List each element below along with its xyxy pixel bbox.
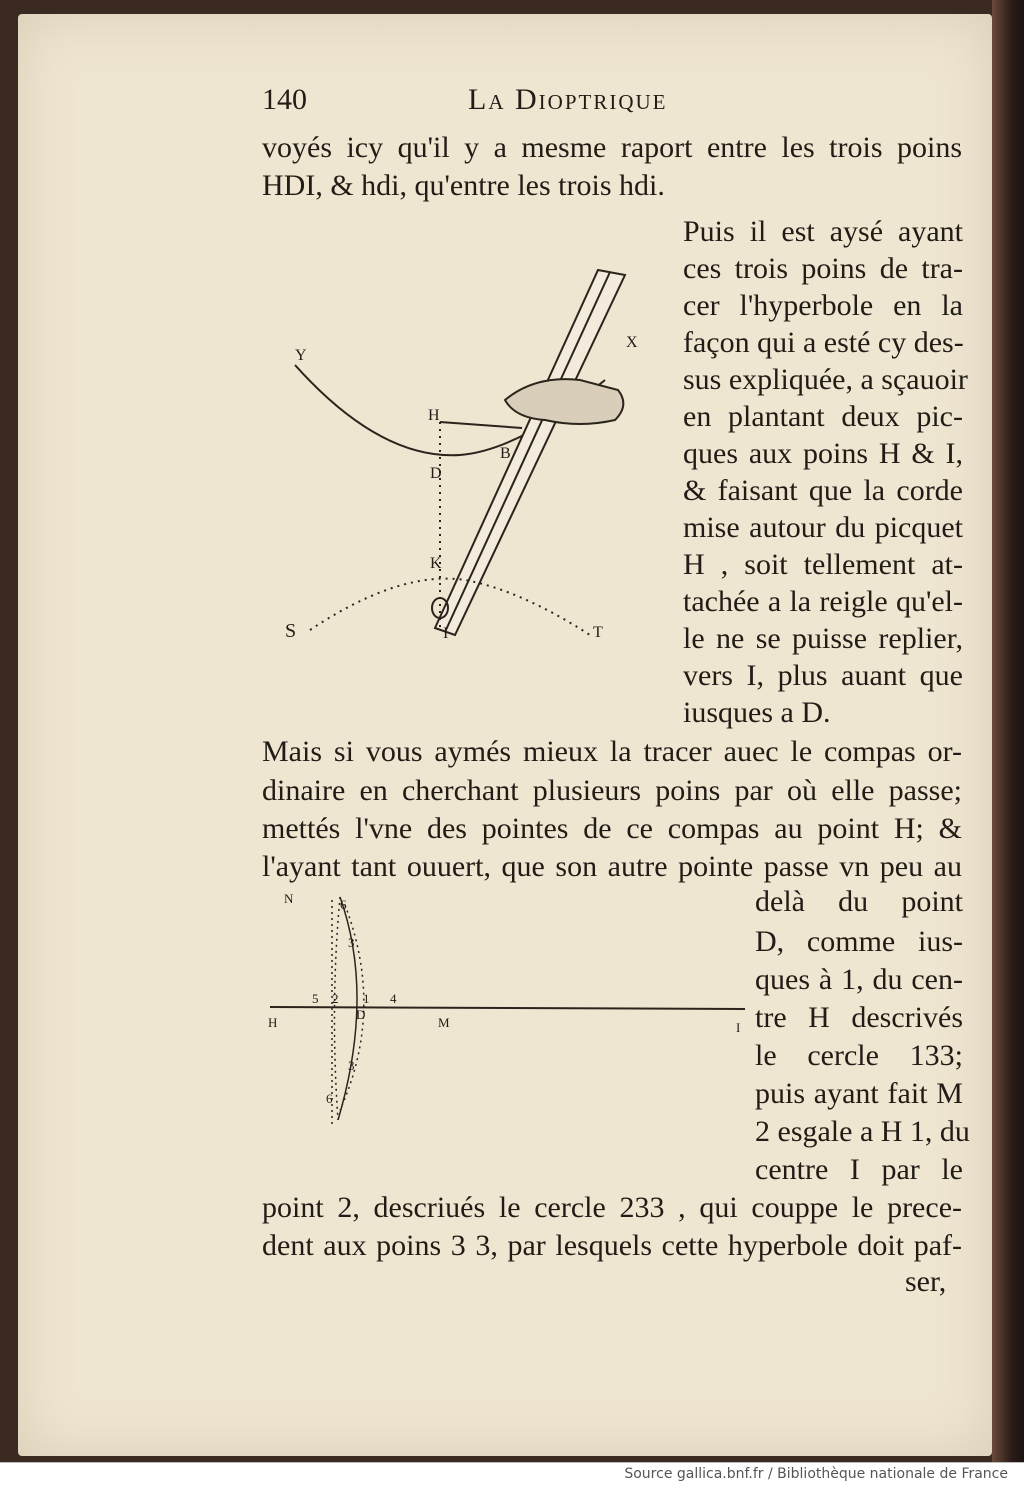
source-credit: Source gallica.bnf.fr / Bibliothèque nationale de France [624, 1466, 1008, 1482]
label-s: S [285, 620, 297, 642]
label-h: H [268, 1015, 278, 1030]
text-line: tachée a la reigle qu'el- [683, 585, 963, 618]
label-i: I [443, 625, 449, 642]
label-t: T [593, 624, 603, 641]
label-5: 5 [312, 991, 319, 1006]
text-line: cer l'hyperbole en la [683, 289, 963, 322]
label-h: H [428, 407, 440, 424]
text-line: & faisant que la corde [683, 474, 963, 507]
text-line: HDI, & hdi, qu'entre les trois hdi. [262, 169, 665, 202]
label-n: N [284, 891, 294, 906]
text-line: ces trois poins de tra- [683, 252, 963, 285]
text-line: iusques a D. [683, 696, 831, 729]
label-i: I [736, 1020, 741, 1035]
text-line: Mais si vous aymés mieux la tracer auec le compas or- [262, 735, 962, 768]
running-title: La Dioptrique [468, 83, 668, 116]
text-line: dinaire en cherchant plusieurs poins par où elle passe; [262, 774, 962, 807]
label-d: D [356, 1007, 366, 1022]
text-line: dent aux poins 3 3, par lesquels cette hyperbole doit paf- [262, 1229, 962, 1262]
text-line: ques aux poins H & I, [683, 437, 963, 470]
book-edge [992, 0, 1024, 1462]
text-line: ques à 1, du cen- [755, 963, 963, 996]
hand-drawing [505, 379, 623, 424]
text-line: point 2, descriués le cercle 233 , qui couppe le prece- [262, 1191, 962, 1224]
label-2: 2 [332, 991, 339, 1006]
label-6-top: 6 [340, 897, 347, 912]
footer-divider [0, 1462, 1024, 1463]
catchword: ser, [905, 1265, 947, 1298]
text-line: centre I par le [755, 1153, 963, 1186]
figure-hyperbola-instrument [260, 250, 660, 720]
label-m: M [438, 1015, 450, 1030]
text-line: sus expliquée, a sçauoir [683, 363, 968, 396]
figure-compass-construction [260, 885, 760, 1145]
label-4: 4 [390, 991, 397, 1006]
label-d: D [430, 465, 442, 482]
ruler [435, 270, 625, 635]
text-line: H , soit tellement at- [683, 548, 963, 581]
text-line: le cercle 133; [755, 1039, 963, 1072]
text-line: puis ayant fait M [755, 1077, 963, 1110]
label-b: B [500, 445, 511, 462]
label-k: K [430, 555, 442, 572]
text-line: mise autour du picquet [683, 511, 963, 544]
text-line: en plantant deux pic- [683, 400, 963, 433]
text-line: le ne se puisse replier, [683, 622, 963, 655]
text-line: vers I, plus auant que [683, 659, 963, 692]
text-line: Puis il est aysé ayant [683, 215, 963, 248]
text-line: voyés icy qu'il y a mesme raport entre les trois poins [262, 131, 962, 164]
text-line: mettés l'vne des pointes de ce compas au point H; & [262, 812, 962, 845]
label-x: X [626, 334, 638, 351]
text-line: façon qui a esté cy des- [683, 326, 964, 359]
page-number: 140 [262, 83, 307, 116]
axis-line [270, 1007, 745, 1009]
text-line: l'ayant tant ouuert, que son autre pointe passe vn peu au [262, 850, 962, 883]
text-line: D, comme ius- [755, 925, 963, 958]
text-line: tre H descrivés [755, 1001, 963, 1034]
label-3-bottom: 3 [348, 1058, 355, 1073]
label-y: Y [295, 347, 307, 364]
label-1: 1 [363, 991, 370, 1006]
text-line: delà du point [755, 885, 963, 918]
text-line: 2 esgale a H 1, du [755, 1115, 970, 1148]
label-3-top: 3 [348, 935, 355, 950]
label-6-bottom: 6 [326, 1091, 333, 1106]
